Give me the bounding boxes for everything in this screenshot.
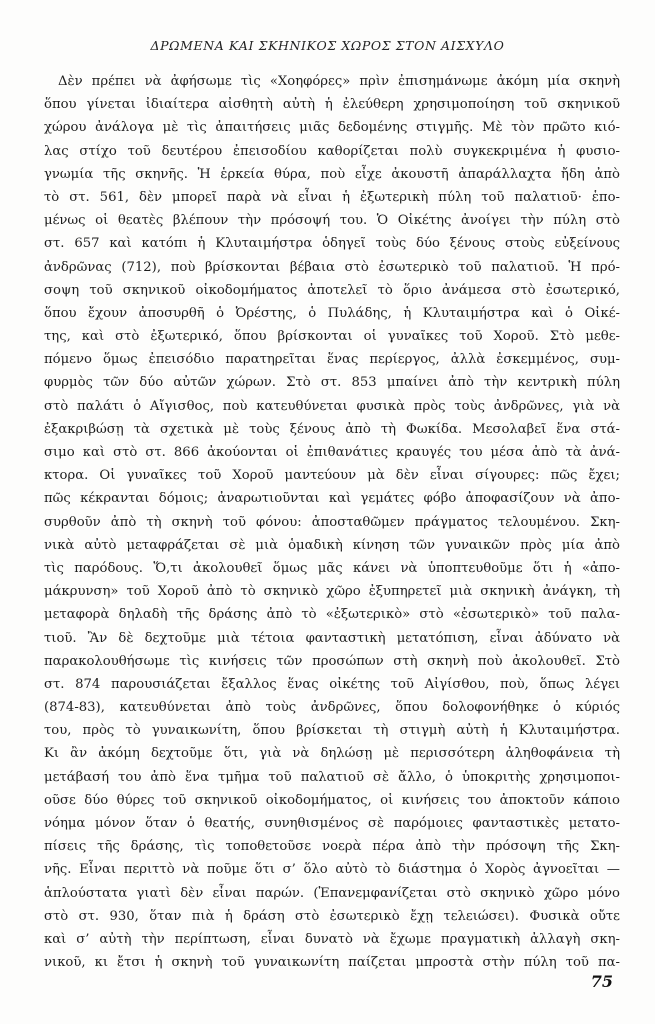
- text-line: νικὰ αὐτὸ μεταφράζεται σὲ μιὰ ὁμαδικὴ κίνηση τῶν γυναικῶν πρὸς μία ἀπὸ: [44, 537, 620, 553]
- text-line: πόμενο ὅμως ἐπεισόδιο παρατηρεῖται ἕνας περίεργος, ἀλλὰ ἐσκεμμένος, συμ-: [44, 352, 620, 368]
- running-title: ΔΡΩΜΕΝΑ ΚΑΙ ΣΚΗΝΙΚΟΣ ΧΩΡΟΣ ΣΤΟΝ ΑΙΣΧΥΛΟ: [150, 38, 505, 53]
- text-line: Δὲν πρέπει νὰ ἀφήσωμε τὶς «Χοηφόρες» πρὶν ἐπισημάνωμε ἀκόμη μία σκηνὴ: [58, 74, 620, 89]
- text-line: της, καὶ στὸ ἐξωτερικό, ὅπου βρίσκονται οἱ γυναῖκες τοῦ Χοροῦ. Στὸ μεθε-: [44, 329, 620, 345]
- text-line: (874-83), κατευθύνεται ἀπὸ τοὺς ἀνδρῶνες, ὅπου δολοφονήθηκε ὁ κύριός: [44, 700, 620, 716]
- text-line: μάκρυνση» τοῦ Χοροῦ ἀπὸ τὸ σκηνικὸ χῶρο ἐξυπηρετεῖ μιὰ σκηνικὴ ἀνάγκη, τὴ: [44, 584, 620, 600]
- text-line: πῶς κέκρανται δόμοις; ἀναρωτιοῦνται καὶ γεμάτες φόβο ἀποφασίζουν νὰ ἀπο-: [44, 491, 620, 507]
- text-line: τὸ στ. 561, δὲν μπορεῖ παρὰ νὰ εἶναι ἡ ἐξωτερικὴ πύλη τοῦ παλατιοῦ· ἑπο-: [44, 189, 620, 205]
- text-line: παρακολουθήσωμε τὶς κινήσεις τῶν προσώπων στὴ σκηνὴ ποὺ ἀκολουθεῖ. Στὸ: [44, 653, 620, 669]
- text-line: λας στίχο τοῦ δευτέρου ἐπεισοδίου καθορίζεται πολὺ συγκεκριμένα ἡ φυσιο-: [44, 143, 620, 159]
- text-line: ἁπλούστατα γιατὶ δὲν εἶναι παρών. (Ἐπανεμφανίζεται στὸ σκηνικὸ χῶρο μόνο: [44, 885, 620, 901]
- text-line: μένως οἱ θεατὲς βλέπουν τὴν πρόσοψή του. Ὁ Οἰκέτης ἀνοίγει τὴν πύλη στὸ: [44, 213, 620, 229]
- text-line: πίσεις τῆς δράσης, τὶς τοποθετοῦσε νοερὰ πέρα ἀπὸ τὴν πρόσοψη τῆς Σκη-: [44, 839, 620, 855]
- text-line: στὸ παλάτι ὁ Αἴγισθος, ποὺ κατευθύνεται φυσικὰ πρὸς τοὺς ἀνδρῶνες, γιὰ νὰ: [44, 398, 620, 414]
- text-line: νικοῦ, κι ἔτσι ἡ σκηνὴ τοῦ γυναικωνίτη παίζεται μπροστὰ στὴν πύλη τοῦ πα-: [44, 955, 620, 971]
- text-line: γνωμία τῆς σκηνῆς. Ἡ ἑρκεία θύρα, ποὺ εἶχε ἀκουστῆ ἀπαράλλαχτα ἤδη ἀπὸ: [44, 166, 620, 182]
- text-line: νόημα μόνον ὅταν ὁ θεατής, συνηθισμένος σὲ παρόμοιες φανταστικὲς μετατο-: [44, 816, 620, 831]
- text-line: στ. 657 καὶ κατόπι ἡ Κλυταιμήστρα ὁδηγεῖ τοὺς δύο ξένους στοὺς εὐξείνους: [44, 236, 620, 252]
- text-line: τιοῦ. Ἂν δὲ δεχτοῦμε μιὰ τέτοια φανταστικὴ μετατόπιση, εἶναι ἀδύνατο νὰ: [44, 630, 620, 646]
- text-line: μεταφορὰ δηλαδὴ τῆς δράσης ἀπὸ τὸ «ἐξωτερικὸ» στὸ «ἐσωτερικὸ» τοῦ παλα-: [44, 607, 620, 623]
- text-line: Κι ἂν ἀκόμη δεχτοῦμε ὅτι, γιὰ νὰ δηλώσῃ μὲ περισσότερη ἀληθοφάνεια τὴ: [44, 746, 620, 762]
- text-line: του, πρὸς τὸ γυναικωνίτη, ὅπου βρίσκεται τὴ στιγμὴ αὐτὴ ἡ Κλυταιμήστρα.: [44, 723, 620, 739]
- text-line: συρθοῦν ἀπὸ τὴ σκηνὴ τοῦ φόνου: ἀποσταθῶμεν πράγματος τελουμένου. Σκη-: [44, 514, 620, 530]
- text-line: σοψη τοῦ σκηνικοῦ οἰκοδομήματος ἀποτελεῖ τὸ ὅριο ἀνάμεσα στὸ ἐσωτερικό,: [44, 282, 620, 298]
- text-line: ἐξακριβώσῃ τὰ σχετικὰ μὲ τοὺς ξένους ἀπὸ τὴ Φωκίδα. Μεσολαβεῖ ἕνα στά-: [44, 421, 620, 437]
- text-line: ὅπου γίνεται ἰδιαίτερα αἰσθητὴ αὐτὴ ἡ ἐλεύθερη χρησιμοποίηση τοῦ σκηνικοῦ: [44, 97, 620, 113]
- page-number: 75: [590, 972, 613, 991]
- text-line: οῦσε δύο θύρες τοῦ σκηνικοῦ οἰκοδομήματος, οἱ κινήσεις του ἀποκτοῦν κάποιο: [44, 792, 620, 808]
- text-line: τὶς παρόδους. Ὅ,τι ἀκολουθεῖ ὅμως μᾶς κάνει νὰ ὑποπτευθοῦμε ὅτι ἡ «ἀπο-: [44, 560, 620, 576]
- text-line: χώρου ἀνάλογα μὲ τὶς ἀπαιτήσεις μιᾶς δεδομένης στιγμῆς. Μὲ τὸν πρῶτο κιό-: [44, 120, 620, 136]
- text-line: ἀνδρῶνας (712), ποὺ βρίσκονται βέβαια στὸ ἐσωτερικὸ τοῦ παλατιοῦ. Ἡ πρό-: [44, 259, 620, 275]
- text-line: νῆς. Εἶναι περιττὸ νὰ ποῦμε ὅτι σ’ ὅλο αὐτὸ τὸ διάστημα ὁ Χορὸς ἀγνοεῖται —: [44, 862, 620, 878]
- text-line: φυρμὸς τῶν δύο αὐτῶν χώρων. Στὸ στ. 853 μπαίνει ἀπὸ τὴν κεντρικὴ πύλη: [44, 375, 620, 391]
- text-line: καὶ σ’ αὐτὴ τὴν περίπτωση, εἶναι δυνατὸ νὰ ἔχωμε πραγματικὴ ἀλλαγὴ σκη-: [44, 931, 620, 947]
- text-line: κτορα. Οἱ γυναῖκες τοῦ Χοροῦ μαντεύουν μὰ δὲν εἶναι σίγουρες: πῶς ἔχει;: [44, 468, 620, 484]
- text-line: ὅπου ἔχουν ἀποσυρθῆ ὁ Ὀρέστης, ὁ Πυλάδης, ἡ Κλυταιμήστρα καὶ ὁ Οἰκέ-: [44, 305, 620, 321]
- text-line: σιμο καὶ στὸ στ. 866 ἀκούονται οἱ ἐπιθανάτιες κραυγές του μέσα ἀπὸ τὰ ἀνά-: [44, 445, 620, 460]
- text-line: μετάβασή του ἀπὸ ἕνα τμῆμα τοῦ παλατιοῦ σὲ ἄλλο, ὁ ὑποκριτὴς χρησιμοποι-: [44, 769, 620, 785]
- text-line: στ. 874 παρουσιάζεται ἔξαλλος ἕνας οἰκέτης τοῦ Αἰγίσθου, ποὺ, ὅπως λέγει: [44, 676, 620, 692]
- body-paragraph: [44, 70, 620, 974]
- text-line: στὸ στ. 930, ὅταν πιὰ ἡ δράση στὸ ἐσωτερικὸ ἔχῃ τελειώσει). Φυσικὰ οὔτε: [44, 908, 620, 924]
